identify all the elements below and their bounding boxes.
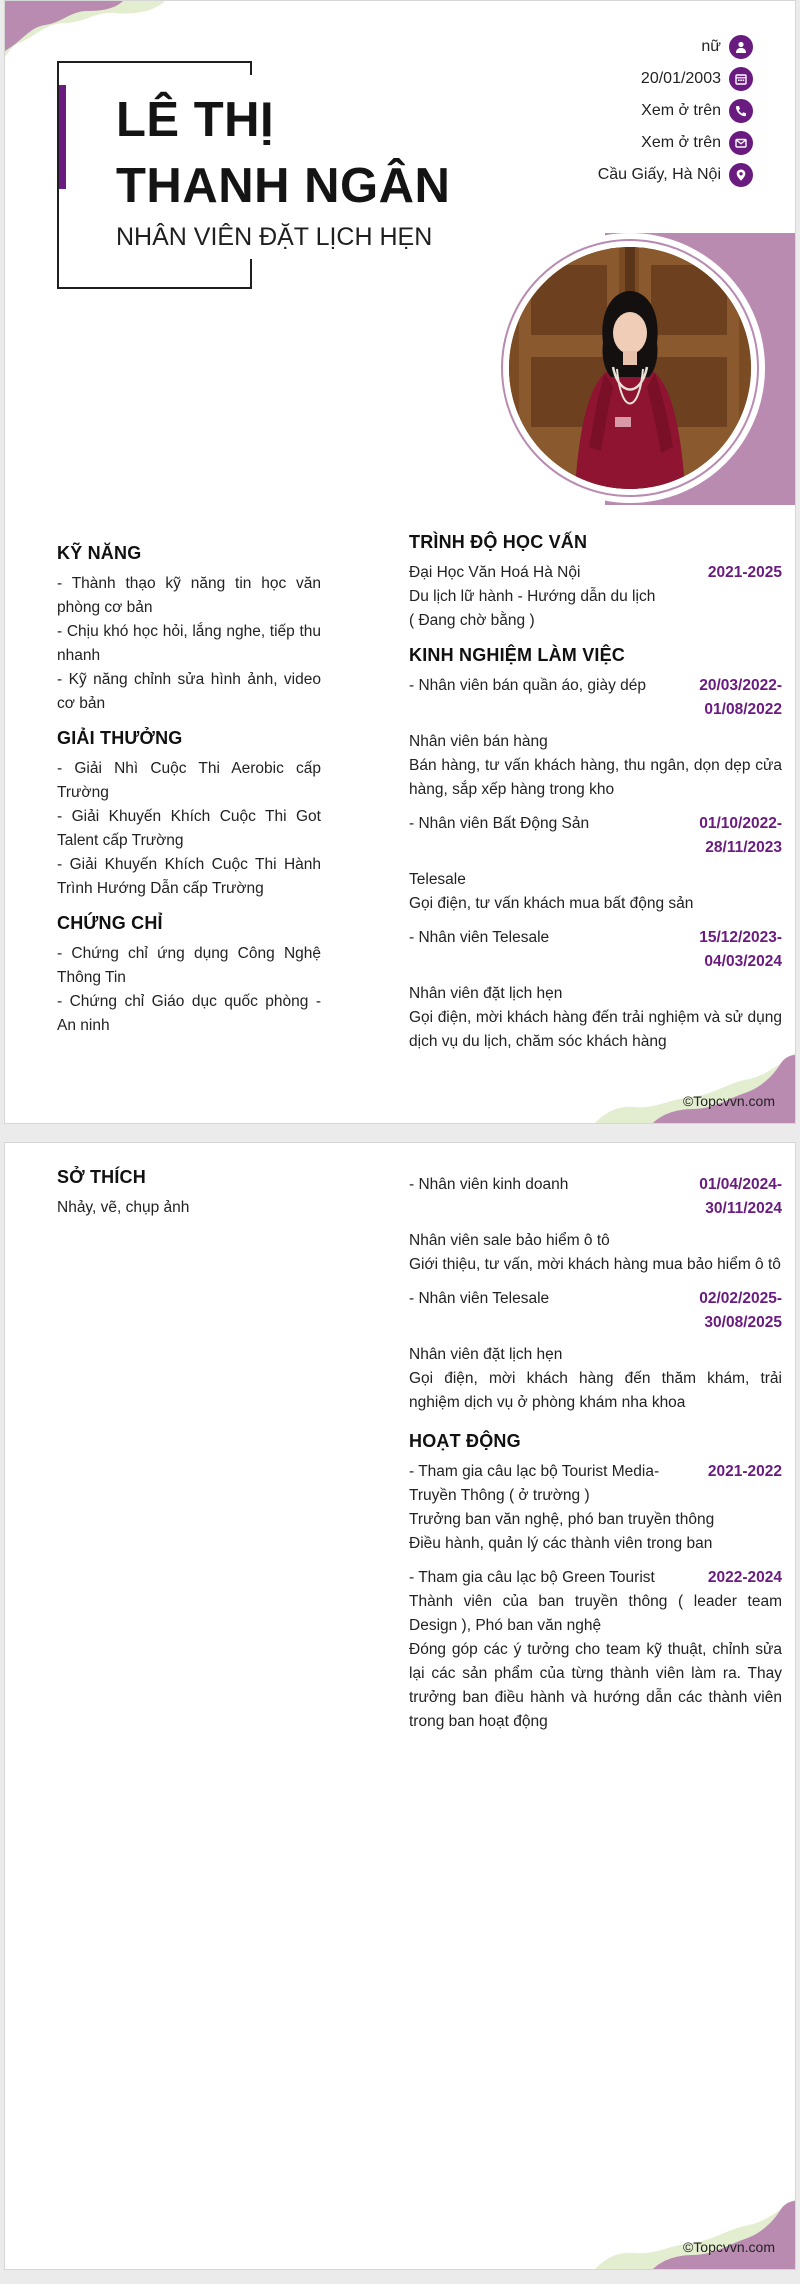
experience-entry-head — [409, 812, 782, 860]
skills-section — [57, 543, 321, 716]
skill-item: - Kỹ năng chỉnh sửa hình ảnh, video cơ bản — [57, 671, 321, 712]
calendar-icon — [729, 67, 753, 91]
activity-date: 2022-2024 — [707, 1569, 782, 1586]
skills-title: KỸ NĂNG — [57, 543, 142, 563]
contact-phone — [423, 95, 753, 127]
experience-date: 02/02/2025-30/08/2025 — [699, 1290, 782, 1331]
award-item: - Giải Khuyến Khích Cuộc Thi Hành Trình Hướng Dẫn cấp Trường — [57, 856, 321, 897]
activities-section — [409, 1431, 782, 1734]
experience-role: Nhân viên bán hàng — [409, 733, 548, 750]
certificate-item: - Chứng chỉ ứng dụng Công Nghệ Thông Tin — [57, 945, 321, 986]
experience-entry — [409, 812, 782, 916]
corner-decoration-top-left — [5, 1, 165, 61]
awards-title: GIẢI THƯỞNG — [57, 728, 183, 748]
activity-line: Thành viên của ban truyền thông ( leader team Design ), Phó ban văn nghệ — [409, 1593, 782, 1634]
phone-icon — [729, 99, 753, 123]
experience-company: - Nhân viên Telesale — [409, 1290, 550, 1307]
left-column-page-1 — [57, 543, 321, 1050]
left-column-page-2 — [57, 1167, 321, 1232]
skill-item: - Chịu khó học hỏi, lắng nghe, tiếp thu nhanh — [57, 623, 321, 664]
activity-date: 2021-2022 — [707, 1463, 782, 1480]
experience-description: Giới thiệu, tư vấn, mời khách hàng mua bảo hiểm ô tô — [409, 1256, 781, 1273]
education-note: ( Đang chờ bằng ) — [409, 612, 535, 629]
experience-description: Bán hàng, tư vấn khách hàng, thu ngân, dọn dẹp cửa hàng, sắp xếp hàng trong kho — [409, 757, 782, 798]
experience-role: Nhân viên đặt lịch hẹn — [409, 1346, 563, 1363]
activity-entry — [409, 1460, 782, 1556]
resume-page-1 — [4, 0, 796, 1124]
contact-phone-value: Xem ở trên — [641, 102, 721, 119]
name-line-2: THANH NGÂN — [116, 159, 451, 213]
right-column-page-1 — [409, 532, 782, 1066]
contact-address — [423, 159, 753, 191]
activity-title: - Tham gia câu lạc bộ Tourist Media-Truyền Thông ( ở trường ) — [409, 1463, 660, 1504]
hobbies-section — [57, 1167, 321, 1220]
activity-line: Trưởng ban văn nghệ, phó ban truyền thông — [409, 1511, 715, 1528]
education-section — [409, 532, 782, 633]
experience-entry-head — [409, 1287, 782, 1335]
education-title: TRÌNH ĐỘ HỌC VẤN — [409, 532, 588, 552]
experience-company: - Nhân viên bán quần áo, giày dép — [409, 677, 646, 694]
right-column-page-2 — [409, 1173, 782, 1746]
activities-title: HOẠT ĐỘNG — [409, 1431, 521, 1451]
education-date: 2021-2025 — [707, 564, 782, 581]
contact-email — [423, 127, 753, 159]
name-accent-bar — [59, 85, 66, 189]
copyright: ©Topcvvn.com — [682, 1093, 775, 1109]
experience-entry — [409, 926, 782, 1054]
experience-role: Telesale — [409, 871, 466, 888]
certificates-title: CHỨNG CHỈ — [57, 913, 163, 933]
experience-description: Gọi điện, mời khách hàng đến thăm khám, trải nghiệm dịch vụ ở phòng khám nha khoa — [409, 1370, 782, 1411]
experience-entry-head — [409, 926, 782, 974]
contact-birthdate — [423, 63, 753, 95]
activity-line: Điều hành, quản lý các thành viên trong ban — [409, 1535, 713, 1552]
experience-section — [409, 645, 782, 1054]
profile-photo — [509, 247, 751, 489]
certificate-item: - Chứng chỉ Giáo dục quốc phòng - An ninh — [57, 993, 321, 1034]
activity-entry-head — [409, 1460, 782, 1508]
experience-entry-head — [409, 674, 782, 722]
contact-address-value: Cầu Giấy, Hà Nội — [597, 166, 721, 183]
contact-birthdate-value: 20/01/2003 — [640, 70, 721, 87]
contact-email-value: Xem ở trên — [641, 134, 721, 151]
contact-gender — [423, 31, 753, 63]
experience-entry — [409, 674, 782, 802]
experience-date: 01/04/2024-30/11/2024 — [699, 1176, 782, 1217]
education-school: Đại Học Văn Hoá Hà Nội — [409, 564, 581, 581]
corner-decoration-bottom-right — [595, 2199, 795, 2269]
experience-role: Nhân viên đặt lịch hẹn — [409, 985, 563, 1002]
contact-gender-value: nữ — [701, 38, 721, 55]
person-icon — [729, 35, 753, 59]
experience-entry — [409, 1287, 782, 1415]
experience-description: Gọi điện, mời khách hàng đến trải nghiệm và sử dụng dịch vụ du lịch, chăm sóc khách hàng — [409, 1009, 782, 1050]
resume-page-2 — [4, 1142, 796, 2270]
experience-entry-head — [409, 1173, 782, 1221]
experience-date: 01/10/2022-28/11/2023 — [699, 815, 782, 856]
education-head — [409, 561, 782, 585]
copyright: ©Topcvvn.com — [682, 2239, 775, 2255]
activity-entry — [409, 1566, 782, 1734]
awards-section — [57, 728, 321, 901]
location-icon — [729, 163, 753, 187]
experience-company: - Nhân viên kinh doanh — [409, 1176, 569, 1193]
job-title: NHÂN VIÊN ĐẶT LỊCH HẸN — [116, 223, 433, 251]
experience-entry — [409, 1173, 782, 1277]
experience-company: - Nhân viên Telesale — [409, 929, 550, 946]
corner-decoration-bottom-right — [595, 1053, 795, 1123]
experience-title: KINH NGHIỆM LÀM VIỆC — [409, 645, 626, 665]
award-item: - Giải Nhì Cuộc Thi Aerobic cấp Trường — [57, 760, 321, 801]
experience-company: - Nhân viên Bất Động Sản — [409, 815, 590, 832]
hobbies-title: SỞ THÍCH — [57, 1167, 146, 1187]
experience-description: Gọi điện, tư vấn khách mua bất động sản — [409, 895, 694, 912]
name-line-1: LÊ THỊ — [116, 93, 275, 147]
experience-role: Nhân viên sale bảo hiểm ô tô — [409, 1232, 610, 1249]
email-icon — [729, 131, 753, 155]
activity-entry-head — [409, 1566, 782, 1590]
activity-line: Đóng góp các ý tưởng cho team kỹ thuật, chỉnh sửa lại các sản phẩm của từng thành viên làm ra. Thay trưởng ban điều hành và hướng dẫn các thành viên trong ban hoạt động — [409, 1641, 782, 1730]
hobbies-text: Nhảy, vẽ, chụp ảnh — [57, 1199, 190, 1216]
activity-title: - Tham gia câu lạc bộ Green Tourist — [409, 1569, 655, 1586]
skill-item: - Thành thạo kỹ năng tin học văn phòng cơ bản — [57, 575, 321, 616]
experience-date: 15/12/2023-04/03/2024 — [699, 929, 782, 970]
education-major: Du lịch lữ hành - Hướng dẫn du lịch — [409, 588, 656, 605]
experience-date: 20/03/2022-01/08/2022 — [699, 677, 782, 718]
certificates-section — [57, 913, 321, 1038]
award-item: - Giải Khuyến Khích Cuộc Thi Got Talent cấp Trường — [57, 808, 321, 849]
contact-list — [423, 31, 753, 191]
